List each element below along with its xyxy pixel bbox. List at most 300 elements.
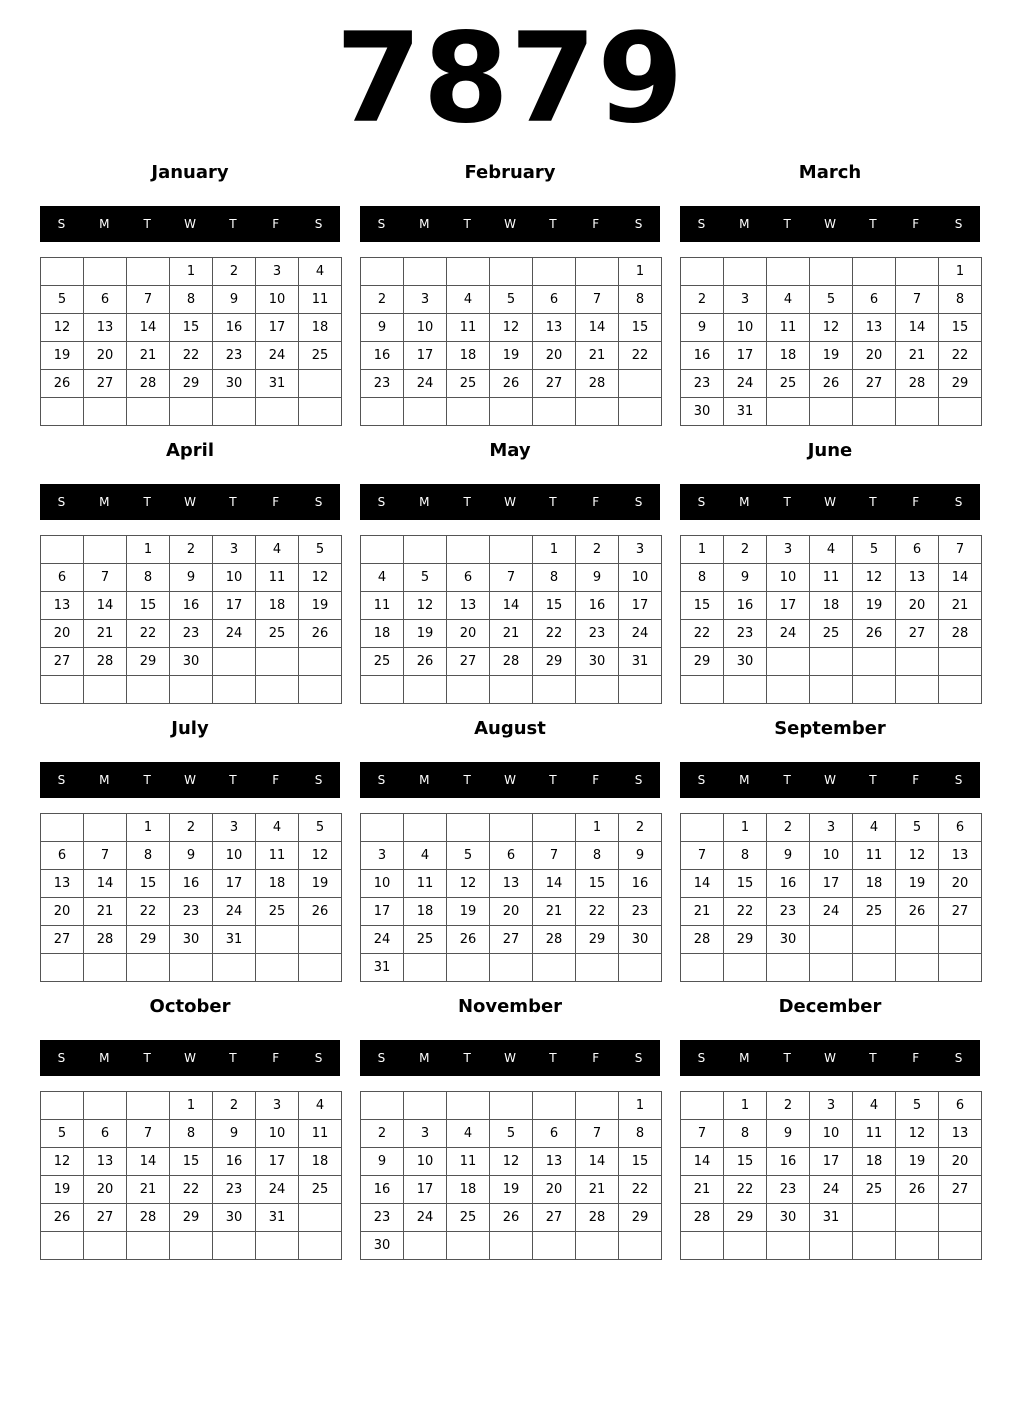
- empty-day-cell: [213, 1232, 256, 1260]
- week-row: [361, 676, 662, 704]
- day-cell: 18: [447, 342, 490, 370]
- day-cell: 6: [447, 564, 490, 592]
- day-grid: [360, 813, 662, 982]
- week-row: [361, 620, 662, 648]
- day-cell: 28: [127, 370, 170, 398]
- month-name: May: [489, 440, 531, 461]
- weekday-label: T: [869, 217, 877, 231]
- day-cell: 23: [213, 342, 256, 370]
- week-row: [681, 536, 982, 564]
- empty-day-cell: [41, 258, 84, 286]
- empty-day-cell: [41, 814, 84, 842]
- empty-day-cell: [404, 814, 447, 842]
- day-cell: 19: [490, 1176, 533, 1204]
- day-cell: 24: [256, 342, 299, 370]
- day-cell: 13: [84, 1148, 127, 1176]
- day-cell: 26: [41, 370, 84, 398]
- week-row: [41, 370, 342, 398]
- empty-day-cell: [490, 814, 533, 842]
- day-cell: 18: [810, 592, 853, 620]
- day-cell: 29: [724, 926, 767, 954]
- day-cell: 2: [724, 536, 767, 564]
- day-cell: 10: [256, 1120, 299, 1148]
- day-cell: 16: [361, 342, 404, 370]
- day-cell: 11: [299, 286, 342, 314]
- day-cell: 5: [490, 1120, 533, 1148]
- month-name: March: [798, 162, 862, 183]
- day-cell: 13: [939, 1120, 982, 1148]
- weekday-label: W: [504, 217, 516, 231]
- empty-day-cell: [681, 258, 724, 286]
- day-cell: 23: [361, 370, 404, 398]
- day-cell: 3: [213, 536, 256, 564]
- empty-day-cell: [767, 954, 810, 982]
- day-cell: 10: [810, 1120, 853, 1148]
- day-cell: 14: [576, 314, 619, 342]
- empty-day-cell: [404, 536, 447, 564]
- empty-day-cell: [41, 676, 84, 704]
- day-cell: 29: [170, 1204, 213, 1232]
- week-row: [681, 1204, 982, 1232]
- day-cell: 10: [213, 564, 256, 592]
- year-title: 7879: [335, 7, 685, 151]
- empty-day-cell: [810, 1232, 853, 1260]
- day-cell: 27: [896, 620, 939, 648]
- day-cell: 29: [939, 370, 982, 398]
- day-cell: 15: [939, 314, 982, 342]
- day-cell: 26: [404, 648, 447, 676]
- day-cell: 3: [213, 814, 256, 842]
- day-cell: 14: [490, 592, 533, 620]
- day-cell: 11: [447, 1148, 490, 1176]
- weekday-label: M: [99, 773, 110, 787]
- day-cell: 5: [41, 286, 84, 314]
- day-cell: 3: [256, 1092, 299, 1120]
- day-cell: 29: [127, 926, 170, 954]
- day-cell: 25: [361, 648, 404, 676]
- day-cell: 21: [939, 592, 982, 620]
- empty-day-cell: [533, 676, 576, 704]
- weekday-label: F: [912, 217, 920, 231]
- weekday-header: [360, 1040, 660, 1076]
- day-cell: 9: [681, 314, 724, 342]
- month-name: December: [778, 996, 882, 1017]
- day-cell: 20: [41, 620, 84, 648]
- empty-day-cell: [256, 398, 299, 426]
- weekday-label: S: [634, 495, 643, 509]
- weekday-label: S: [57, 1051, 66, 1065]
- month-name: August: [474, 718, 546, 739]
- empty-day-cell: [619, 676, 662, 704]
- day-cell: 31: [361, 954, 404, 982]
- day-cell: 13: [41, 870, 84, 898]
- day-cell: 27: [939, 898, 982, 926]
- empty-day-cell: [84, 258, 127, 286]
- day-cell: 9: [767, 842, 810, 870]
- day-cell: 25: [767, 370, 810, 398]
- week-row: [41, 286, 342, 314]
- day-cell: 2: [619, 814, 662, 842]
- day-cell: 10: [256, 286, 299, 314]
- day-cell: 24: [256, 1176, 299, 1204]
- week-row: [41, 870, 342, 898]
- day-cell: 4: [299, 1092, 342, 1120]
- day-cell: 28: [533, 926, 576, 954]
- day-cell: 15: [127, 592, 170, 620]
- day-cell: 17: [404, 1176, 447, 1204]
- empty-day-cell: [490, 536, 533, 564]
- day-cell: 29: [724, 1204, 767, 1232]
- day-cell: 10: [724, 314, 767, 342]
- empty-day-cell: [533, 258, 576, 286]
- weekday-header: [360, 484, 660, 520]
- empty-day-cell: [810, 954, 853, 982]
- day-cell: 27: [533, 370, 576, 398]
- weekday-header: [680, 484, 980, 520]
- day-cell: 2: [767, 814, 810, 842]
- day-cell: 16: [767, 870, 810, 898]
- week-row: [41, 314, 342, 342]
- day-cell: 15: [619, 314, 662, 342]
- empty-day-cell: [299, 926, 342, 954]
- day-grid: [680, 813, 982, 982]
- weekday-label: T: [143, 773, 151, 787]
- day-cell: 23: [213, 1176, 256, 1204]
- weekday-label: S: [377, 773, 386, 787]
- day-cell: 16: [213, 1148, 256, 1176]
- day-cell: 23: [619, 898, 662, 926]
- empty-day-cell: [767, 398, 810, 426]
- day-cell: 23: [361, 1204, 404, 1232]
- empty-day-cell: [490, 1092, 533, 1120]
- day-cell: 12: [299, 564, 342, 592]
- weekday-label: F: [592, 773, 600, 787]
- day-cell: 1: [681, 536, 724, 564]
- week-row: [41, 676, 342, 704]
- day-cell: 14: [939, 564, 982, 592]
- empty-day-cell: [724, 258, 767, 286]
- day-cell: 8: [619, 1120, 662, 1148]
- empty-day-cell: [84, 1092, 127, 1120]
- weekday-label: S: [697, 1051, 706, 1065]
- weekday-label: F: [592, 1051, 600, 1065]
- day-cell: 25: [447, 370, 490, 398]
- week-row: [681, 954, 982, 982]
- day-cell: 1: [576, 814, 619, 842]
- week-row: [681, 314, 982, 342]
- day-cell: 26: [896, 898, 939, 926]
- day-cell: 1: [619, 1092, 662, 1120]
- day-cell: 1: [127, 814, 170, 842]
- empty-day-cell: [490, 676, 533, 704]
- weekday-label: T: [783, 217, 791, 231]
- day-cell: 28: [576, 370, 619, 398]
- weekday-label: W: [504, 773, 516, 787]
- weekday-label: F: [272, 1051, 280, 1065]
- day-cell: 19: [853, 592, 896, 620]
- day-cell: 10: [767, 564, 810, 592]
- day-cell: 30: [724, 648, 767, 676]
- day-cell: 2: [361, 1120, 404, 1148]
- day-cell: 9: [724, 564, 767, 592]
- day-cell: 28: [84, 648, 127, 676]
- empty-day-cell: [299, 648, 342, 676]
- empty-day-cell: [447, 1232, 490, 1260]
- week-row: [361, 1204, 662, 1232]
- empty-day-cell: [127, 398, 170, 426]
- empty-day-cell: [681, 676, 724, 704]
- weekday-label: S: [377, 217, 386, 231]
- day-cell: 13: [447, 592, 490, 620]
- weekday-label: T: [143, 217, 151, 231]
- empty-day-cell: [576, 398, 619, 426]
- day-cell: 30: [767, 1204, 810, 1232]
- day-cell: 2: [361, 286, 404, 314]
- day-cell: 24: [213, 620, 256, 648]
- weekday-label: S: [697, 773, 706, 787]
- day-cell: 7: [84, 564, 127, 592]
- day-cell: 17: [213, 592, 256, 620]
- empty-day-cell: [447, 954, 490, 982]
- day-cell: 13: [533, 314, 576, 342]
- day-cell: 20: [533, 1176, 576, 1204]
- day-cell: 14: [576, 1148, 619, 1176]
- week-row: [681, 592, 982, 620]
- week-row: [681, 898, 982, 926]
- weekday-label: S: [377, 1051, 386, 1065]
- day-cell: 12: [896, 842, 939, 870]
- weekday-label: S: [954, 1051, 963, 1065]
- weekday-label: W: [824, 217, 836, 231]
- day-cell: 24: [810, 1176, 853, 1204]
- day-cell: 14: [84, 870, 127, 898]
- day-cell: 11: [810, 564, 853, 592]
- empty-day-cell: [447, 814, 490, 842]
- weekday-label: M: [99, 1051, 110, 1065]
- day-cell: 3: [404, 286, 447, 314]
- day-cell: 6: [41, 842, 84, 870]
- week-row: [361, 648, 662, 676]
- week-row: [41, 926, 342, 954]
- week-row: [361, 898, 662, 926]
- week-row: [361, 842, 662, 870]
- day-cell: 21: [896, 342, 939, 370]
- empty-day-cell: [767, 1232, 810, 1260]
- weekday-label: F: [272, 773, 280, 787]
- day-cell: 24: [767, 620, 810, 648]
- empty-day-cell: [533, 954, 576, 982]
- day-cell: 20: [939, 870, 982, 898]
- day-cell: 20: [490, 898, 533, 926]
- empty-day-cell: [724, 676, 767, 704]
- day-cell: 28: [84, 926, 127, 954]
- weekday-label: S: [314, 495, 323, 509]
- day-cell: 9: [767, 1120, 810, 1148]
- day-cell: 5: [299, 814, 342, 842]
- week-row: [361, 370, 662, 398]
- month-name: July: [171, 718, 209, 739]
- week-row: [361, 592, 662, 620]
- weekday-label: T: [869, 495, 877, 509]
- weekday-label: S: [57, 773, 66, 787]
- day-cell: 26: [447, 926, 490, 954]
- empty-day-cell: [404, 954, 447, 982]
- day-cell: 16: [576, 592, 619, 620]
- day-cell: 17: [256, 314, 299, 342]
- day-cell: 1: [724, 814, 767, 842]
- weekday-label: W: [824, 1051, 836, 1065]
- weekday-label: W: [184, 1051, 196, 1065]
- week-row: [681, 1120, 982, 1148]
- day-cell: 10: [361, 870, 404, 898]
- day-grid: [40, 813, 342, 982]
- empty-day-cell: [767, 648, 810, 676]
- day-cell: 2: [576, 536, 619, 564]
- day-cell: 5: [404, 564, 447, 592]
- weekday-label: T: [549, 217, 557, 231]
- empty-day-cell: [361, 398, 404, 426]
- empty-day-cell: [447, 1092, 490, 1120]
- weekday-label: S: [697, 217, 706, 231]
- empty-day-cell: [576, 1232, 619, 1260]
- empty-day-cell: [576, 676, 619, 704]
- day-cell: 25: [853, 898, 896, 926]
- week-row: [361, 1232, 662, 1260]
- day-cell: 26: [299, 620, 342, 648]
- day-cell: 21: [127, 342, 170, 370]
- weekday-label: F: [272, 217, 280, 231]
- day-cell: 21: [681, 1176, 724, 1204]
- day-cell: 12: [810, 314, 853, 342]
- day-cell: 31: [724, 398, 767, 426]
- weekday-header: [680, 1040, 980, 1076]
- day-cell: 27: [490, 926, 533, 954]
- empty-day-cell: [256, 954, 299, 982]
- day-cell: 29: [127, 648, 170, 676]
- day-cell: 3: [810, 1092, 853, 1120]
- day-cell: 19: [896, 870, 939, 898]
- weekday-label: S: [697, 495, 706, 509]
- empty-day-cell: [490, 258, 533, 286]
- day-cell: 20: [41, 898, 84, 926]
- day-cell: 28: [939, 620, 982, 648]
- day-cell: 13: [853, 314, 896, 342]
- day-cell: 14: [681, 870, 724, 898]
- week-row: [361, 314, 662, 342]
- day-cell: 4: [853, 814, 896, 842]
- day-cell: 21: [576, 342, 619, 370]
- day-cell: 20: [853, 342, 896, 370]
- week-row: [41, 258, 342, 286]
- day-cell: 4: [767, 286, 810, 314]
- week-row: [681, 286, 982, 314]
- day-cell: 15: [681, 592, 724, 620]
- day-cell: 2: [170, 814, 213, 842]
- day-cell: 4: [256, 814, 299, 842]
- day-cell: 6: [939, 814, 982, 842]
- day-cell: 20: [84, 1176, 127, 1204]
- month-name: November: [457, 996, 563, 1017]
- day-cell: 19: [299, 870, 342, 898]
- empty-day-cell: [447, 536, 490, 564]
- day-cell: 29: [170, 370, 213, 398]
- day-cell: 13: [490, 870, 533, 898]
- day-cell: 11: [447, 314, 490, 342]
- day-cell: 7: [576, 286, 619, 314]
- day-cell: 18: [404, 898, 447, 926]
- weekday-label: M: [739, 1051, 750, 1065]
- empty-day-cell: [213, 676, 256, 704]
- day-cell: 23: [170, 620, 213, 648]
- empty-day-cell: [84, 814, 127, 842]
- week-row: [41, 1120, 342, 1148]
- day-cell: 3: [361, 842, 404, 870]
- week-row: [361, 814, 662, 842]
- day-cell: 17: [619, 592, 662, 620]
- day-cell: 2: [170, 536, 213, 564]
- day-cell: 10: [213, 842, 256, 870]
- day-cell: 30: [213, 1204, 256, 1232]
- day-cell: 1: [170, 1092, 213, 1120]
- day-cell: 23: [576, 620, 619, 648]
- weekday-label: W: [184, 217, 196, 231]
- day-cell: 27: [533, 1204, 576, 1232]
- day-cell: 13: [41, 592, 84, 620]
- weekday-label: W: [824, 773, 836, 787]
- week-row: [361, 398, 662, 426]
- day-cell: 31: [256, 1204, 299, 1232]
- day-cell: 22: [127, 898, 170, 926]
- weekday-label: S: [954, 495, 963, 509]
- weekday-label: T: [463, 773, 471, 787]
- day-grid: [360, 1091, 662, 1260]
- day-cell: 22: [127, 620, 170, 648]
- week-row: [361, 926, 662, 954]
- week-row: [681, 814, 982, 842]
- day-cell: 28: [681, 1204, 724, 1232]
- weekday-label: T: [229, 217, 237, 231]
- day-cell: 12: [490, 1148, 533, 1176]
- week-row: [41, 814, 342, 842]
- day-cell: 12: [41, 1148, 84, 1176]
- empty-day-cell: [490, 954, 533, 982]
- weekday-label: S: [314, 1051, 323, 1065]
- day-cell: 11: [767, 314, 810, 342]
- day-cell: 8: [681, 564, 724, 592]
- empty-day-cell: [127, 1232, 170, 1260]
- empty-day-cell: [576, 954, 619, 982]
- day-grid: [40, 257, 342, 426]
- day-cell: 8: [939, 286, 982, 314]
- day-cell: 19: [404, 620, 447, 648]
- day-cell: 22: [576, 898, 619, 926]
- day-cell: 22: [724, 1176, 767, 1204]
- weekday-label: M: [419, 1051, 430, 1065]
- day-cell: 5: [896, 1092, 939, 1120]
- week-row: [681, 870, 982, 898]
- week-row: [361, 1092, 662, 1120]
- day-cell: 12: [853, 564, 896, 592]
- day-cell: 23: [681, 370, 724, 398]
- empty-day-cell: [853, 676, 896, 704]
- day-cell: 24: [213, 898, 256, 926]
- day-cell: 12: [299, 842, 342, 870]
- day-cell: 8: [724, 842, 767, 870]
- weekday-label: T: [783, 495, 791, 509]
- day-cell: 16: [619, 870, 662, 898]
- day-cell: 26: [490, 370, 533, 398]
- day-cell: 4: [299, 258, 342, 286]
